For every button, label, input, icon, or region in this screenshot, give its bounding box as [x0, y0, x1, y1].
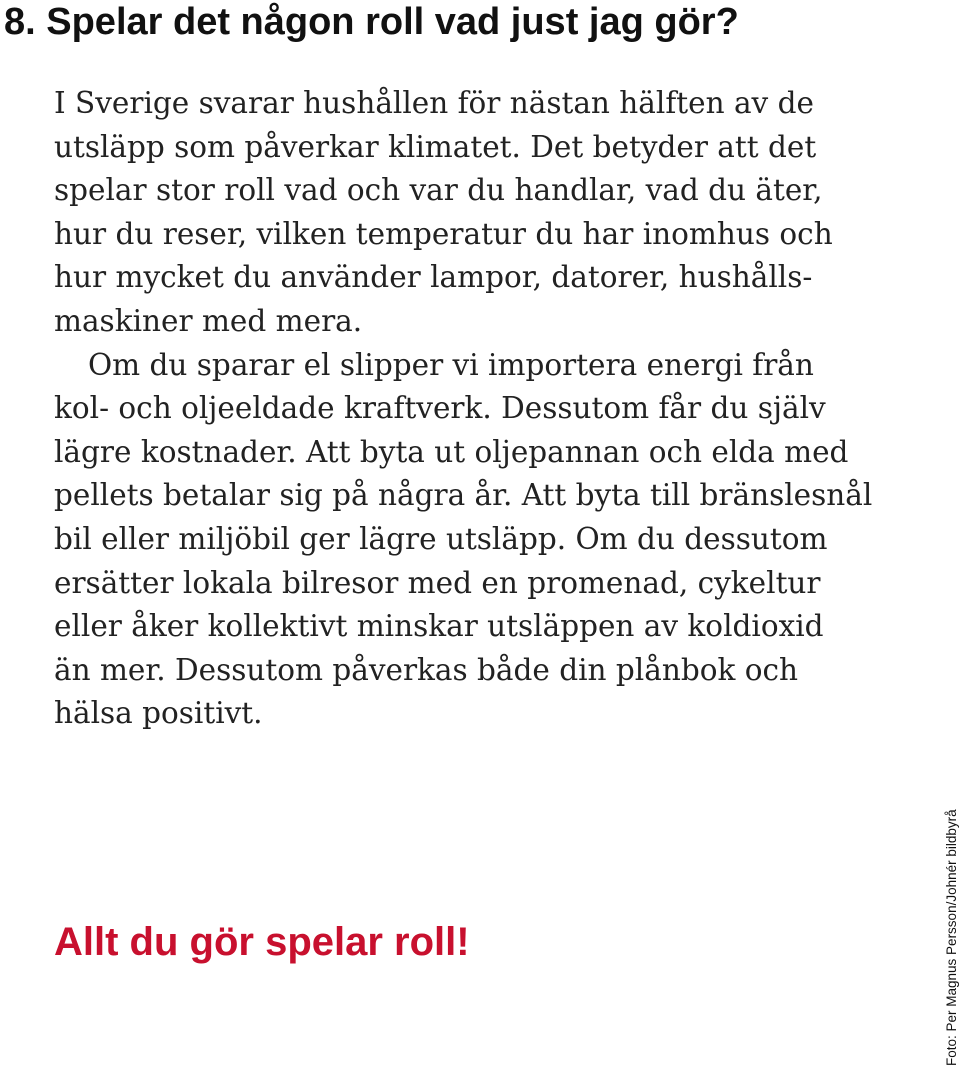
- paragraph-line: utsläpp som påverkar klimatet. Det betyder att det: [54, 129, 817, 164]
- paragraph-line: pellets betalar sig på några år. Att byta till bränslesnål: [54, 478, 873, 513]
- paragraph-line: spelar stor roll vad och var du handlar, vad du äter,: [54, 173, 823, 208]
- paragraph-line: bil eller miljöbil ger lägre utsläpp. Om du dessutom: [54, 521, 828, 556]
- paragraph-line: än mer. Dessutom påverkas både din plånbok och: [54, 652, 799, 687]
- body-text: [54, 82, 873, 736]
- paragraph-line: kol- och oljeeldade kraftverk. Dessutom får du själv: [54, 391, 826, 426]
- paragraph-line: hur du reser, vilken temperatur du har inomhus och: [54, 216, 833, 251]
- paragraph-line: Om du sparar el slipper vi importera energi från: [88, 347, 814, 382]
- paragraph-line: hur mycket du använder lampor, datorer, hushålls-: [54, 260, 813, 295]
- slogan: Allt du gör spelar roll!: [54, 920, 470, 964]
- paragraph-line: hälsa positivt.: [54, 696, 263, 731]
- page-heading: 8. Spelar det någon roll vad just jag gör?: [4, 1, 739, 43]
- paragraph-line: maskiner med mera.: [54, 303, 363, 338]
- paragraph-line: I Sverige svarar hushållen för nästan hälften av de: [54, 86, 814, 120]
- paragraph-2: [54, 344, 873, 736]
- paragraph-1: [54, 82, 834, 344]
- photo-credit: Foto: Per Magnus Persson/Johnér bildbyrå: [944, 809, 959, 1066]
- paragraph-line: eller åker kollektivt minskar utsläppen av koldioxid: [54, 609, 824, 644]
- paragraph-line: ersätter lokala bilresor med en promenad, cykeltur: [54, 565, 821, 600]
- paragraph-line: lägre kostnader. Att byta ut oljepannan och elda med: [54, 434, 849, 469]
